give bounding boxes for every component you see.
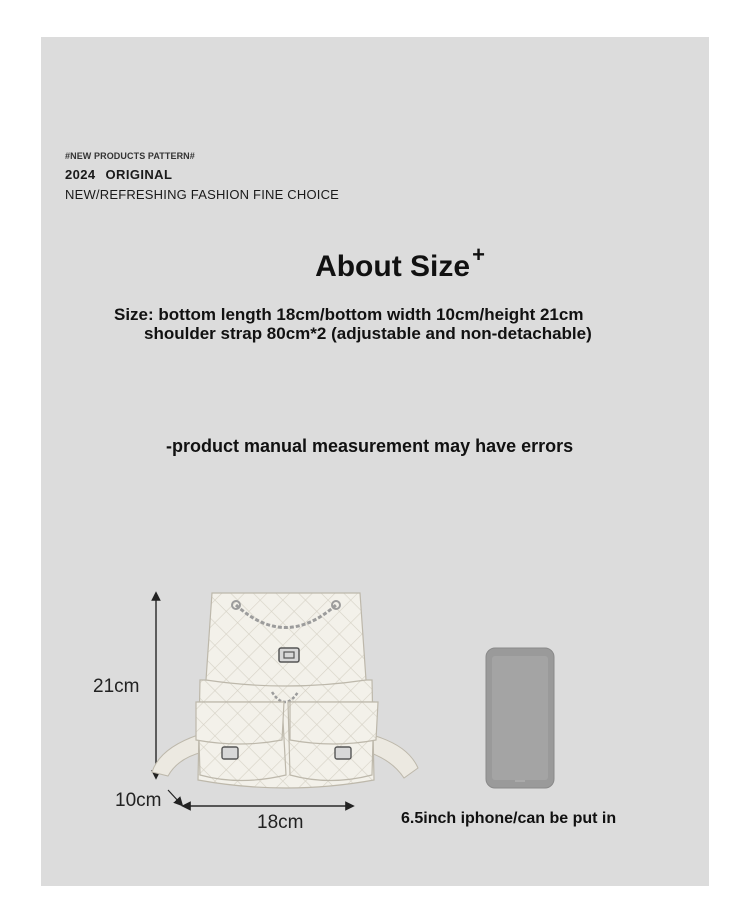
- strap-spec: shoulder strap 80cm*2 (adjustable and non-detachable): [144, 324, 592, 343]
- title-text: About Size: [315, 250, 471, 283]
- right-pocket-clasp: [335, 747, 351, 759]
- width-label: 18cm: [257, 812, 304, 833]
- bag-flap: [206, 593, 366, 686]
- tagline: NEW/REFRESHING FASHION FINE CHOICE: [65, 187, 340, 202]
- left-pocket-clasp: [222, 747, 238, 759]
- size-spec: Size: bottom length 18cm/bottom width 10cm/height 21cm: [114, 305, 584, 324]
- phone-caption: 6.5inch iphone/can be put in: [401, 810, 617, 827]
- backpack: [196, 593, 378, 788]
- measurement-note: -product manual measurement may have errors: [166, 436, 574, 456]
- depth-arrow: [168, 790, 180, 803]
- year-text: 2024: [65, 167, 96, 182]
- title-plus: +: [472, 242, 485, 267]
- original-text: ORIGINAL: [105, 167, 173, 182]
- height-label: 21cm: [93, 676, 140, 697]
- new-products-tag: #NEW PRODUCTS PATTERN#: [65, 151, 195, 161]
- phone-icon: [486, 648, 554, 788]
- main-clasp: [279, 648, 299, 662]
- depth-label: 10cm: [115, 790, 162, 811]
